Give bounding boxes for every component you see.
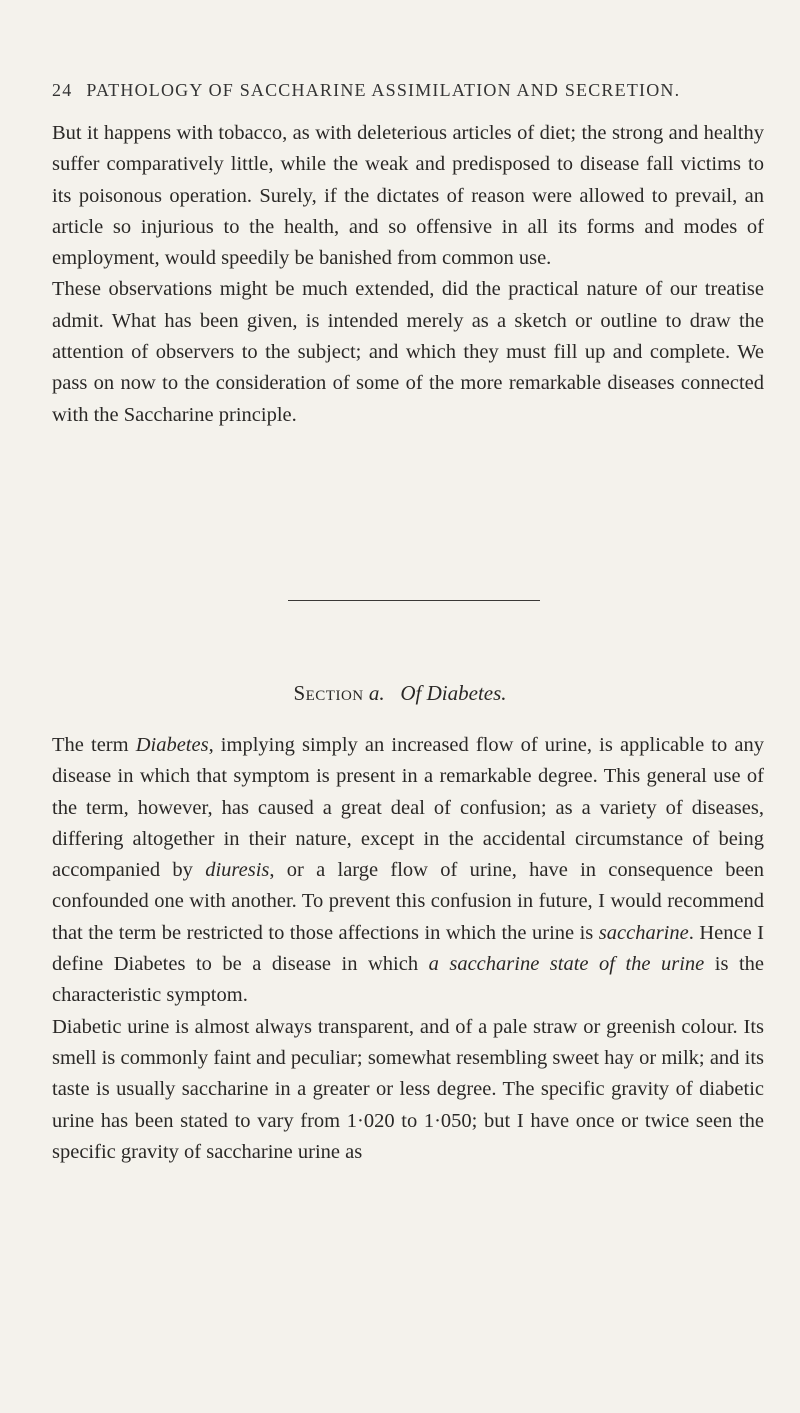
term-diabetes: Diabetes	[135, 734, 209, 756]
paragraph-observations: These observations might be much extended, did the practical nature of our treatise admit. What has been given, is intended merely as a sketch or outline to draw the attention of observers to the subject; and which they must fill up and complete. We pass on now to the consideration of some of the more remarkable diseases connected with the Saccharine principle.	[52, 278, 764, 426]
running-title: PATHOLOGY OF SACCHARINE ASSIMILATION AND SECRETION.	[86, 80, 681, 100]
text-run: , implying simply an increased flow of urine, is applicable to any disease in which that symptom is present in a remarkable degree. This general use of the term, however, has caused a great deal of confusion; as a variety of diseases, differing altogether in their nature, except in the accidental circumstance of being accompanied by	[52, 734, 764, 882]
section-divider-rule	[288, 600, 540, 601]
term-saccharine: saccharine	[598, 921, 689, 944]
paragraph-diabetic-urine: Diabetic urine is almost always transparent, and of a pale straw or greenish colour. Its smell is commonly faint and peculiar; somewhat resembling sweet hay or milk; and its taste is usually saccharine in a greater or less degree. The specific gravity of diabetic urine has been stated to vary from 1·020 to 1·050; but I have once or twice seen the specific gravity of saccharine urine as	[52, 1015, 764, 1163]
section-title: Of Diabetes.	[400, 681, 507, 705]
text-run: . Hence I define Diabetes to be a disease in which	[52, 921, 764, 976]
paragraph-term-diabetes	[52, 730, 764, 1012]
text-run: , or a large flow of urine, have in consequence been confounded one with another. To prevent this confusion in future, I would recommend that the term be restricted to those affections in which the urine is	[52, 859, 764, 944]
text-block-diabetes	[52, 730, 764, 1168]
section-heading	[0, 681, 800, 706]
paragraph-tobacco: But it happens with tobacco, as with deleterious articles of diet; the strong and healthy suffer comparatively little, while the weak and predisposed to disease fall victims to its poisonous operation. Surely, if the dictates of reason were allowed to prevail, an article so injurious to the health, and so offensive in all its forms and modes of employment, would speedily be banished from common use.	[52, 122, 764, 270]
text-block-top	[52, 118, 764, 431]
page-number: 24	[52, 80, 73, 100]
section-label: Section	[293, 681, 364, 705]
term-saccharine-state: a saccharine state of the urine	[428, 953, 705, 976]
running-header	[52, 80, 680, 101]
term-diuresis: diuresis	[205, 859, 270, 882]
text-run: is the characteristic symptom.	[52, 953, 765, 1007]
text-run: The term	[52, 734, 136, 756]
section-letter: a.	[368, 681, 385, 705]
